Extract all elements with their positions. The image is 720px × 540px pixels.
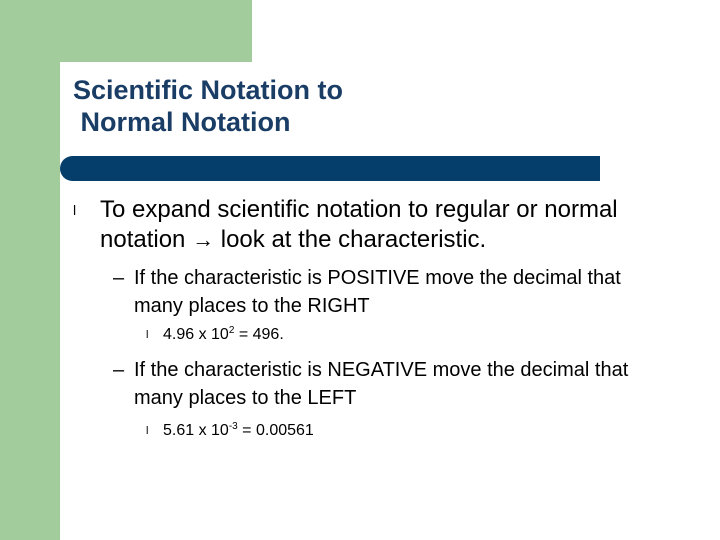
bullet-dot-icon: l [146, 425, 149, 437]
example-positive-text [163, 323, 546, 347]
example-exponent: -3 [228, 421, 238, 432]
bullet-dot-icon: l [73, 202, 77, 218]
sub-bullet-positive-text: If the characteristic is POSITIVE move the decimal that many places to the RIGHT [134, 267, 621, 317]
slide-title: Scientific Notation to Normal Notation [73, 75, 343, 137]
main-bullet [73, 195, 673, 255]
example-base: 5.61 x 10 [163, 422, 229, 439]
sub-bullet-negative-text: If the characteristic is NEGATIVE move the decimal that many places to the LEFT [134, 359, 629, 409]
example-positive [146, 323, 546, 347]
left-accent-bar [0, 0, 60, 540]
example-result: = 496. [234, 326, 284, 343]
example-exponent: 2 [228, 325, 235, 336]
example-negative [146, 419, 546, 443]
example-negative-text [163, 419, 546, 443]
example-base: 4.96 x 10 [163, 326, 229, 343]
top-accent-block [0, 0, 252, 62]
sub-bullet-positive [113, 264, 633, 320]
arrow-right-icon: → [192, 227, 215, 252]
bullet-dot-icon: l [146, 329, 149, 341]
dash-marker: – [113, 267, 125, 289]
main-bullet-text [100, 195, 673, 255]
dash-marker: – [113, 359, 125, 381]
title-divider-bar [60, 156, 600, 181]
sub-bullet-negative [113, 356, 633, 412]
example-result: = 0.00561 [237, 422, 314, 439]
main-bullet-text-end: look at the characteristic. [220, 226, 487, 253]
main-bullet-text-start: To expand scientific notation to regular or normal notation [100, 196, 618, 253]
